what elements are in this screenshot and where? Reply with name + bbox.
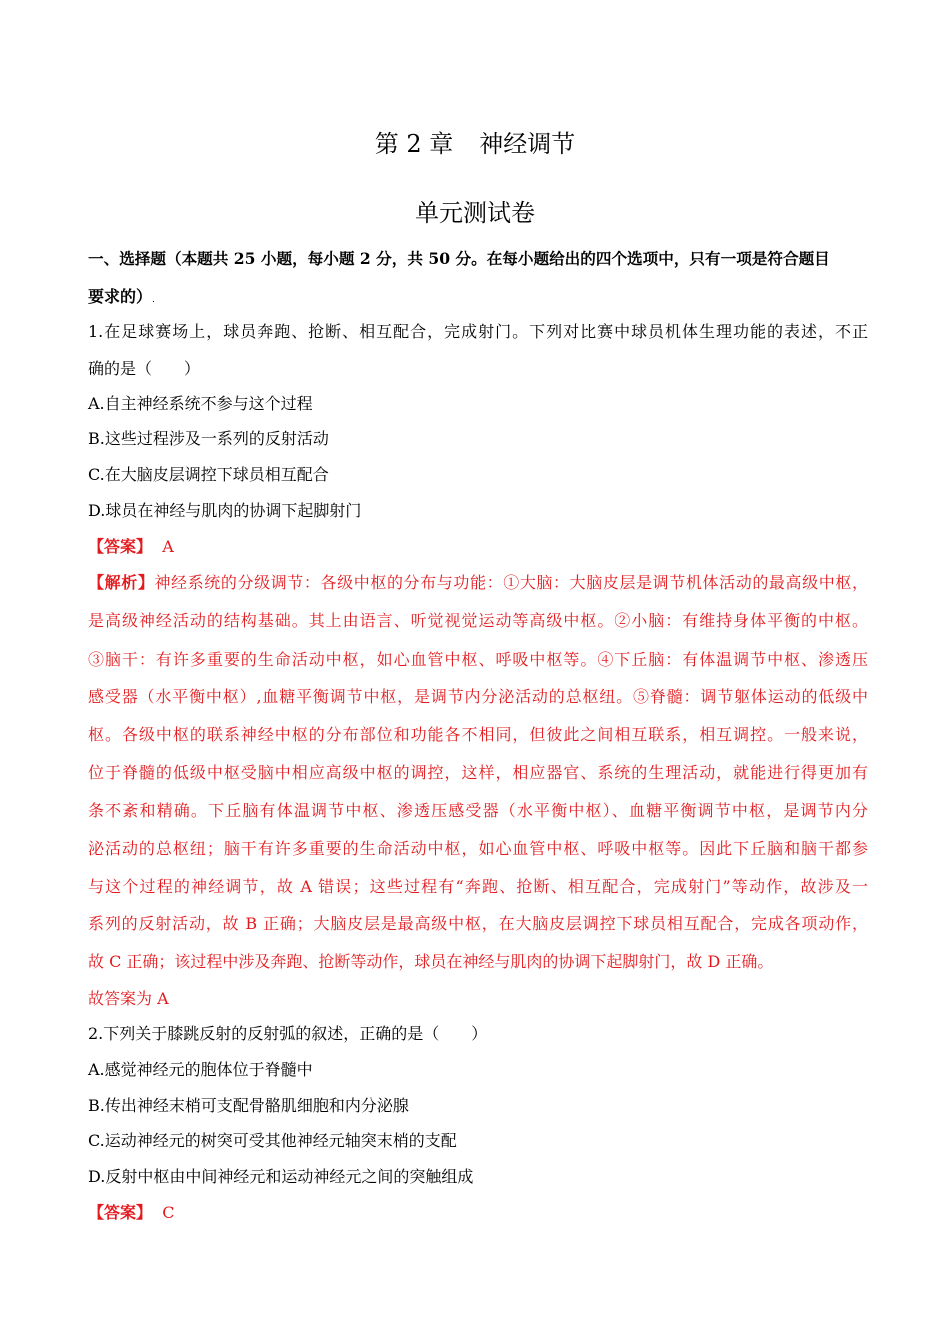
section-heading-tail: 要求的） [88, 287, 153, 306]
chapter-title [0, 124, 950, 159]
q1-option-b: B.这些过程涉及一系列的反射活动 [88, 429, 329, 448]
q2-stem-line-1: 2.下列关于膝跳反射的反射弧的叙述，正确的是（ ） [88, 1024, 488, 1043]
q1-conclusion: 故答案为 A [88, 989, 169, 1008]
section-heading-line-2 [88, 287, 868, 310]
q2-answer [88, 1203, 868, 1223]
q1-analysis-line-5: 枢。各级中枢的联系神经中枢的分布部位和功能各不相同，但彼此之间相互联系，相互调控。一般来说， [88, 725, 868, 744]
document-subtitle: 单元测试卷 [415, 199, 535, 227]
q1-answer-value: A [162, 537, 174, 556]
q1-analysis-line-3: ③脑干：有许多重要的生命活动中枢，如心血管中枢、呼吸中枢等。④下丘脑：有体温调节中枢、渗透压 [88, 650, 868, 669]
q1-option-d: D.球员在神经与肌肉的协调下起脚射门 [88, 501, 362, 520]
q1-analysis-line-1 [88, 573, 868, 593]
q1-option-c: C.在大脑皮层调控下球员相互配合 [88, 465, 329, 484]
q2-option-b: B.传出神经末梢可支配骨骼肌细胞和内分泌腺 [88, 1096, 409, 1115]
q1-analysis-line-7: 条不紊和精确。下丘脑有体温调节中枢、渗透压感受器（水平衡中枢）、血糖平衡调节中枢，是调节内分 [88, 801, 868, 820]
q1-analysis-line-4: 感受器（水平衡中枢）,血糖平衡调节中枢，是调节内分泌活动的总枢纽。⑤脊髓：调节躯体运动的低级中 [88, 687, 868, 706]
q1-analysis-line-2: 是高级神经活动的结构基础。其上由语言、听觉视觉运动等高级中枢。②小脑：有维持身体平衡的中枢。 [88, 611, 868, 630]
q1-stem-line-1: 1.在足球赛场上，球员奔跑、抢断、相互配合，完成射门。下列对比赛中球员机体生理功能的表述，不正 [88, 322, 868, 341]
q2-option-c: C.运动神经元的树突可受其他神经元轴突末梢的支配 [88, 1131, 457, 1150]
q1-stem-line-2: 确的是（ ） [88, 359, 201, 378]
q1-analysis-line-6: 位于脊髓的低级中枢受脑中相应高级中枢的调控，这样，相应器官、系统的生理活动，就能进行得更加有 [88, 763, 868, 782]
q1-answer [88, 537, 868, 557]
q2-option-d: D.反射中枢由中间神经元和运动神经元之间的突触组成 [88, 1167, 474, 1186]
chapter-name: 神经调节 [479, 130, 576, 158]
q2-option-a: A.感觉神经元的胞体位于脊髓中 [88, 1060, 313, 1079]
chapter-number: 第 2 章 [374, 130, 454, 158]
q1-analysis-line-9: 与这个过程的神经调节，故 A 错误；这些过程有“奔跑、抢断、相互配合，完成射门”等动作，故涉及一 [88, 877, 868, 896]
q1-analysis-text-1: 神经系统的分级调节：各级中枢的分布与功能：①大脑：大脑皮层是调节机体活动的最高级中枢， [154, 573, 868, 592]
section-heading-line-1: 一、选择题（本题共 25 小题，每小题 2 分，共 50 分。在每小题给出的四个选项中，只有一项是符合题目 [88, 249, 830, 268]
q1-analysis-line-11: 故 C 正确；该过程中涉及奔跑、抢断等动作，球员在神经与肌肉的协调下起脚射门，故 D 正确。 [88, 952, 774, 971]
q1-answer-label: 【答案】 [88, 537, 153, 556]
section-heading-mark: . [152, 295, 155, 305]
q2-answer-value: C [162, 1203, 175, 1222]
q1-analysis-label: 【解析】 [88, 573, 155, 592]
q1-analysis-line-10: 系列的反射活动，故 B 正确；大脑皮层是最高级中枢，在大脑皮层调控下球员相互配合，完成各项动作， [88, 914, 868, 933]
q1-option-a: A.自主神经系统不参与这个过程 [88, 394, 313, 413]
q1-analysis-line-8: 泌活动的总枢纽；脑干有许多重要的生命活动中枢，如心血管中枢、呼吸中枢等。因此下丘脑和脑干都参 [88, 839, 868, 858]
q2-answer-label: 【答案】 [88, 1203, 153, 1222]
